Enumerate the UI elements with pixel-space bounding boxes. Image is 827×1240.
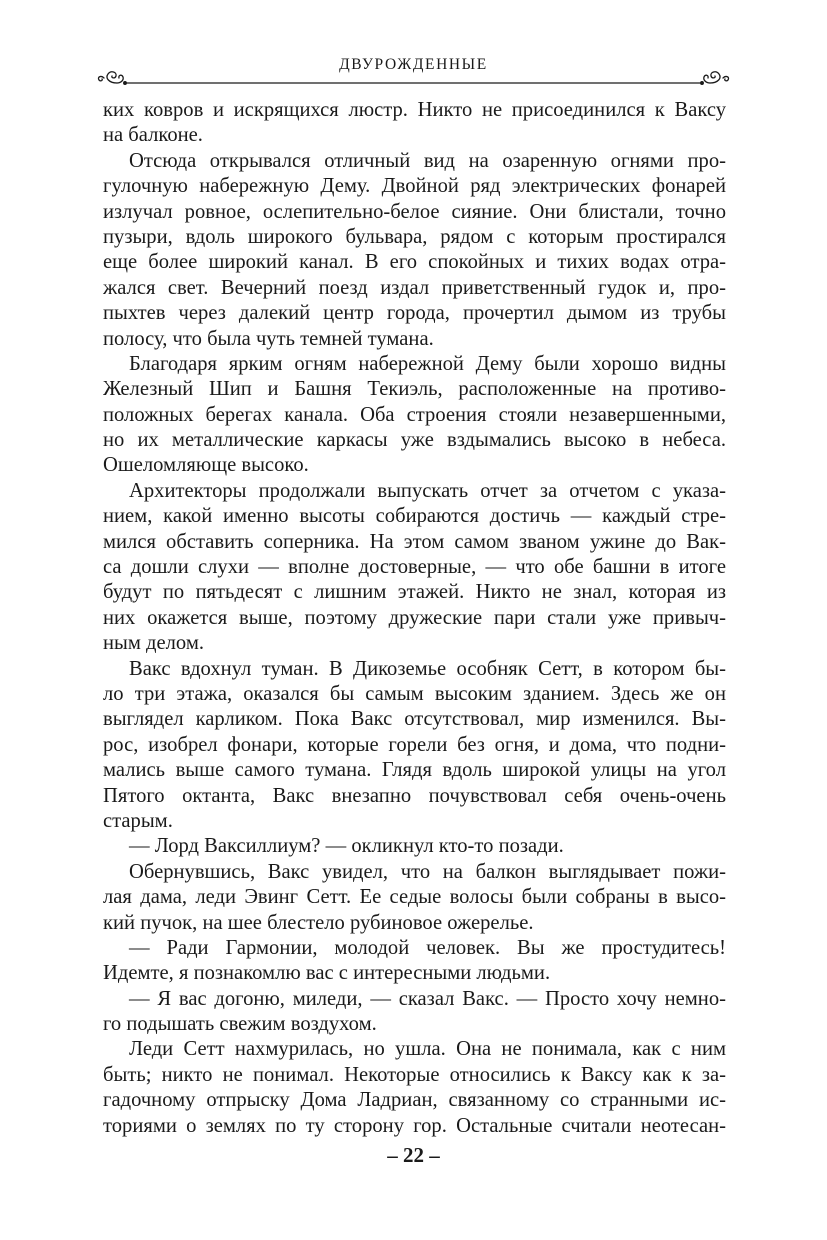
- text-line: ло три этажа, оказался бы самым высоким зданием. Здесь же он: [103, 682, 726, 705]
- text-line: них окажется выше, поэтому дружеские пари стали уже привыч-: [103, 606, 726, 629]
- text-line: пыхтев через далекий центр города, прочертил дымом из трубы: [103, 302, 726, 325]
- text-line: нием, какой именно высоты собираются достичь — каждый стре-: [103, 505, 726, 528]
- text-line: выглядел карликом. Пока Вакс отсутствовал, мир изменился. Вы-: [103, 708, 726, 731]
- text-line: Леди Сетт нахмурилась, но ушла. Она не понимала, как с ним: [129, 1038, 726, 1061]
- page-body-text: [103, 98, 726, 1139]
- text-line: рос, изобрел фонари, которые горели без огня, и дома, что подни-: [103, 733, 726, 756]
- text-line: Обернувшись, Вакс увидел, что на балкон выглядывает пожи-: [129, 860, 726, 883]
- text-line: но их металлические каркасы уже вздымались высоко в небеса.: [103, 429, 726, 452]
- text-line: кий пучок, на шее блестело рубиновое ожерелье.: [103, 911, 534, 934]
- text-line: полосу, что была чуть темней тумана.: [103, 327, 434, 350]
- text-line: го подышать свежим воздухом.: [103, 1013, 377, 1036]
- text-line: будут по пятьдесят с лишним этажей. Никто не знал, которая из: [103, 581, 726, 604]
- text-line: Пятого октанта, Вакс внезапно почувствовал себя очень-очень: [103, 784, 726, 807]
- text-line: на балконе.: [103, 124, 203, 147]
- text-line: еще более широкий канал. В его спокойных и тихих водах отра-: [103, 251, 726, 274]
- text-line: Ошеломляюще высоко.: [103, 454, 309, 477]
- ornamental-rule-icon: [95, 66, 732, 90]
- text-line: излучал ровное, ослепительно-белое сияние. Они блистали, точно: [103, 200, 726, 223]
- text-line: Благодаря ярким огням набережной Дему были хорошо видны: [129, 352, 726, 375]
- running-header: [0, 44, 827, 94]
- text-line: пузыри, вдоль широкого бульвара, рядом с которым простирался: [103, 225, 726, 248]
- text-line: гадочному отпрыску Дома Ладриан, связанному со странными ис-: [103, 1089, 726, 1112]
- text-line: мались выше самого тумана. Глядя вдоль широкой улицы на угол: [103, 759, 726, 782]
- running-title: ДВУРОЖДЕННЫЕ: [339, 56, 488, 73]
- text-line: — Я вас догоню, миледи, — сказал Вакс. — Просто хочу немно-: [129, 987, 726, 1010]
- text-line: са дошли слухи — вполне достоверные, — что обе башни в итоге: [103, 556, 726, 579]
- text-line: жался свет. Вечерний поезд издал приветственный гудок и, про-: [103, 276, 726, 299]
- text-line: Вакс вдохнул туман. В Дикоземье особняк Сетт, в котором бы-: [129, 657, 726, 680]
- text-line: ториями о землях по ту сторону гор. Остальные считали неотесан-: [103, 1114, 726, 1137]
- text-line: быть; никто не понимал. Некоторые относились к Ваксу как к за-: [103, 1063, 726, 1086]
- page-number: – 22 –: [387, 1143, 440, 1167]
- text-line: старым.: [103, 809, 173, 832]
- text-line: — Ради Гармонии, молодой человек. Вы же простудитесь!: [129, 936, 726, 959]
- text-line: ным делом.: [103, 632, 205, 655]
- text-line: гулочную набережную Дему. Двойной ряд электрических фонарей: [103, 175, 726, 198]
- text-line: Архитекторы продолжали выпускать отчет за отчетом с указа-: [129, 479, 726, 502]
- text-line: лая дама, леди Эвинг Сетт. Ее седые волосы были собраны в высо-: [103, 886, 726, 909]
- text-line: Отсюда открывался отличный вид на озаренную огнями про-: [129, 149, 726, 172]
- text-line: ких ковров и искрящихся люстр. Никто не присоединился к Ваксу: [103, 99, 726, 121]
- text-line: положных берегах канала. Оба строения стояли незавершенными,: [103, 403, 726, 426]
- text-line: Железный Шип и Башня Текиэль, расположенные на противо-: [103, 378, 726, 401]
- text-line: — Лорд Ваксиллиум? — окликнул кто-то позади.: [129, 835, 564, 858]
- text-line: мился обставить соперника. На этом самом званом ужине до Вак-: [103, 530, 726, 553]
- text-line: Идемте, я познакомлю вас с интересными людьми.: [103, 962, 551, 985]
